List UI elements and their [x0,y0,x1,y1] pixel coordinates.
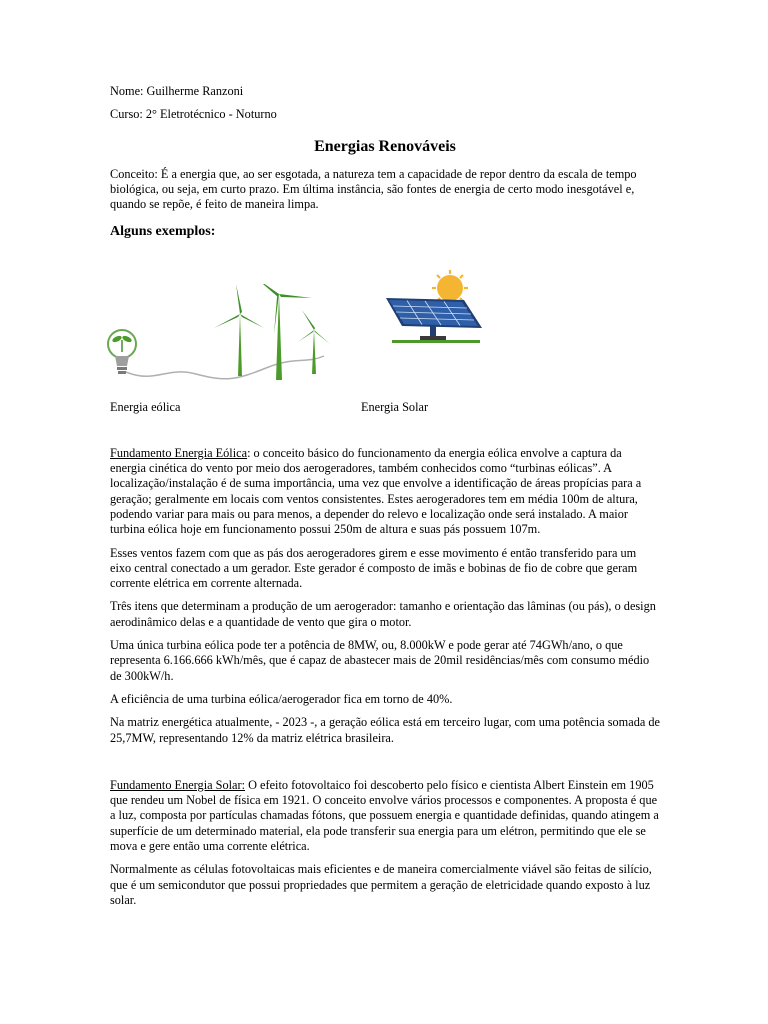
wind-paragraph-5: A eficiência de uma turbina eólica/aerogerador fica em torno de 40%. [110,691,453,706]
examples-heading: Alguns exemplos: [110,224,216,240]
captions-row [110,400,660,418]
cable-line [126,356,324,379]
student-name: Nome: Guilherme Ranzoni [110,84,244,98]
document-title: Energias Renováveis [314,137,456,155]
lightbulb-icon [108,330,136,374]
solar-energy-illustration [382,270,486,362]
wind-turbine-right-icon [298,310,330,374]
solar-paragraph-2: Normalmente as células fotovoltaicas mais eficientes e de maneira comercialmente viável são feitas de silício, que é um semicondutor que possui propriedades que permitem a geração de eletricidade quando exposto à luz solar. [110,862,652,907]
wind-paragraph-4: Uma única turbina eólica pode ter a potência de 8MW, ou, 8.000kW e pode gerar até 74GWh/ano, o que representa 6.166.666 kWh/mês, que é capaz de abastecer mais de 20mil residências/mês com consumo médio de 300kW/h. [110,638,650,683]
wind-section-label: Fundamento Energia Eólica [110,445,248,460]
wind-paragraph-1: Fundamento Energia Eólica: o conceito básico do funcionamento da energia eólica envolve a captura da energia cinética do vento por meio dos aerogeradores, também conhecidos como “turbinas eólicas”. A localização/instalação é de suma importância, uma vez que envolve a identificação de áreas propícias para a geração; geralmente em locais com ventos consistentes. Estes aerogeradores tem em média 100m de altura, podendo variar para mais ou para menos, a depender do relevo e localização onde será instalado. A maior turbina eólica hoje em funcionamento possui 250m de altura e suas pás possuem 107m. [110,445,642,537]
concept-paragraph: Conceito: É a energia que, ao ser esgotada, a natureza tem a capacidade de repor dentro da escala de tempo biológica, ou seja, em curto prazo. Em última instância, são fontes de energia de certo modo inesgotável e, quando se repõe, é feito de maneira limpa. [110,166,637,212]
wind-caption: Energia eólica [110,399,181,414]
wind-paragraph-6: Na matriz energética atualmente, - 2023 -, a geração eólica está em terceiro lugar, com uma potência somada de 25,7MW, representando 12% da matriz elétrica brasileira. [110,715,660,745]
wind-turbine-small-icon [214,284,264,376]
wind-paragraph-3: Três itens que determinam a produção de um aerogerador: tamanho e orientação das lâminas (ou pás), o design aerodinâmico delas e a quantidade de vento que gira o motor. [110,599,656,629]
course: Curso: 2° Eletrotécnico - Noturno [110,107,277,122]
wind-energy-illustration [106,284,332,388]
solar-panel-icon [386,298,482,343]
wind-paragraph-2: Esses ventos fazem com que as pás dos aerogeradores girem e esse movimento é então transferido para um eixo central conectado a um gerador. Este gerador é composto de imãs e bobinas de fio de cobre que geram corrente elétrica em corrente alternada. [110,545,638,591]
solar-paragraph-1: Fundamento Energia Solar: O efeito fotovoltaico foi descoberto pelo físico e cientista Albert Einstein em 1905 que rendeu um Nobel de física em 1921. O conceito envolve vários processos e componentes. A proposta é que a luz, composta por partículas chamadas fótons, que possuem energia e quantidade definidas, quando atingem a superfície de um determinado material, ela pode transferir sua energia para um elétron, permitindo que ele se mova e gere então uma corrente elétrica. [110,777,659,854]
solar-caption: Energia Solar [361,399,429,414]
document-page [110,84,660,916]
wind-turbine-large-icon [256,284,312,380]
solar-section-label: Fundamento Energia Solar: [110,777,246,792]
figures-row [110,240,660,396]
